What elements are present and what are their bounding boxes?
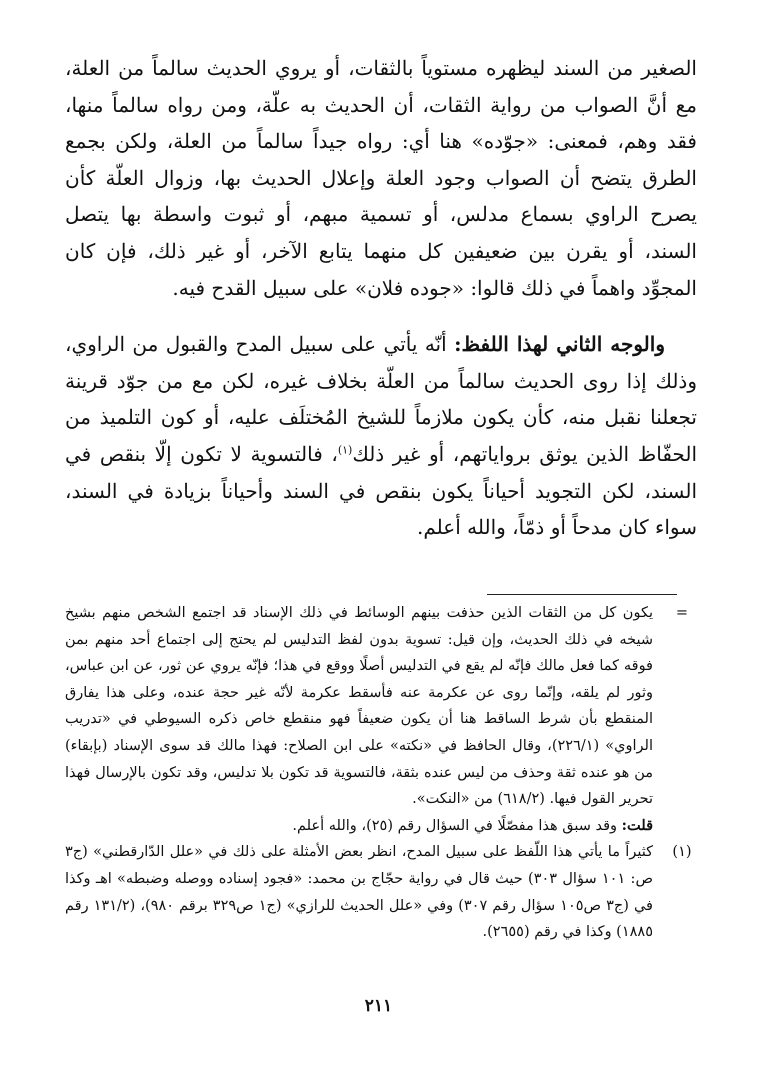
paragraph-2-text-end: ، فالتسوية لا تكون إلّا بنقص في السند، لكن التجويد أحياناً يكون بنقص في السند وأحياناً بزيادة في السند، سواء كان مدحاً أو ذمّاً، والله أعلم. — [65, 441, 697, 540]
footnote-note — [65, 813, 697, 840]
footnote-note-lead: قلت: — [621, 816, 653, 834]
footnote-ref-1: (١) — [337, 443, 353, 457]
footnotes — [65, 600, 697, 946]
paragraph-2-lead: والوجه الثاني لهذا اللفظ: — [454, 332, 665, 357]
page-number: ٢١١ — [364, 996, 393, 1016]
footnote-1-text: كثيراً ما يأتي هذا اللّفظ على سبيل المدح، انظر بعض الأمثلة على ذلك في «علل الدّارقطني» (ج٣ ص: ١٠١ سؤال ٣٠٣) حيث قال في رواية حجّاج بن محمد: «فجود إسناده ووصله وضبطه» اهـ وكذا في (ج٣ ص١٠٥ سؤال رقم ٣٠٧) وفي «علل الحديث للرازي» (ج١ ص٣٢٩ برقم ٩٨٠)، (١٣١/٢ رقم ١٨٨٥) وكذا في رقم (٢٦٥٥). — [65, 844, 653, 941]
main-text — [65, 50, 697, 546]
footnote-continued-text: يكون كل من الثقات الذين حذفت بينهم الوسائط في ذلك الإسناد قد اجتمع الشخص منهم بشيخ شيخه في ذلك الحديث، وإن قيل: تسوية بدون لفظ التدليس لم يحتج إلى اجتماع أحد منهم بمن فوقه كما فعل مالك فإنّه لم يقع في التدليس أصلًا ووقع في هذا؛ فإنّه يروي عن ثور، عن ابن عباس، وثور لم يلقه، وإنّما روى عن عكرمة عنه فأسقط عكرمة لأنّه غير حجة عنده، وعلى هذا يفارق المنقطع بأن شرط الساقط هنا أن يكون ضعيفاً فهو منقطع خاص ذكره السيوطي في «تدريب الراوي» (٢٢٦/١)، وقال الحافظ في «نكته» على ابن الصلاح: فهذا مالك قد سوى الإسناد (بإبقاء) من هو عنده ثقة وحذف من ليس عنده بثقة، فالتسوية قد تكون بلا تدليس، وقد تكون بالإرسال فهذا تحرير القول فيها. (٦١٨/٢) من «النكت». — [65, 605, 653, 808]
footnote-continued-mark: = — [675, 605, 689, 621]
paragraph-2-text: أنّه يأتي على سبيل المدح والقبول من الراوي، وذلك إذا روى الحديث سالماً من العلّة بخلاف غيره، لكن مع من جوّد قرينة تجعلنا نقبل منه، كأن يكون ملازماً للشيخ المُختلَف عليه، أو كون التلميذ من الحفّاظ الذين يوثق برواياتهم، أو غير ذلك — [65, 332, 697, 466]
footnote-note-text: وقد سبق هذا مفصّلًا في السؤال رقم (٢٥)، والله أعلم. — [292, 817, 622, 834]
paragraph-2 — [65, 326, 697, 546]
footnote-1 — [65, 839, 697, 945]
footnote-continued — [65, 600, 697, 813]
paragraph-1: الصغير من السند ليظهره مستوياً بالثقات، أو يروي الحديث سالماً من العلة، مع أنَّ الصواب من رواية الثقات، أن الحديث به علّة، ومن رواه سالماً منها، فقد وهم، فمعنى: «جوّده» هنا أي: رواه جيداً سالماً من العلة، ولكن بجمع الطرق يتضح أن الصواب وجود العلة وإعلال الحديث بها، وزوال العلّة كأن يصرح الراوي بسماع مدلس، أو تسمية مبهم، أو ثبوت واسطة بها يتصل السند، أو يقرن بين ضعيفين كل منهما يتابع الآخر، أو غير ذلك، فإن كان المجوِّد واهماً في ذلك قالوا: «جوده فلان» على سبيل القدح فيه. — [65, 56, 697, 300]
footnote-1-mark: (١) — [672, 844, 692, 861]
footnote-separator — [487, 594, 677, 595]
